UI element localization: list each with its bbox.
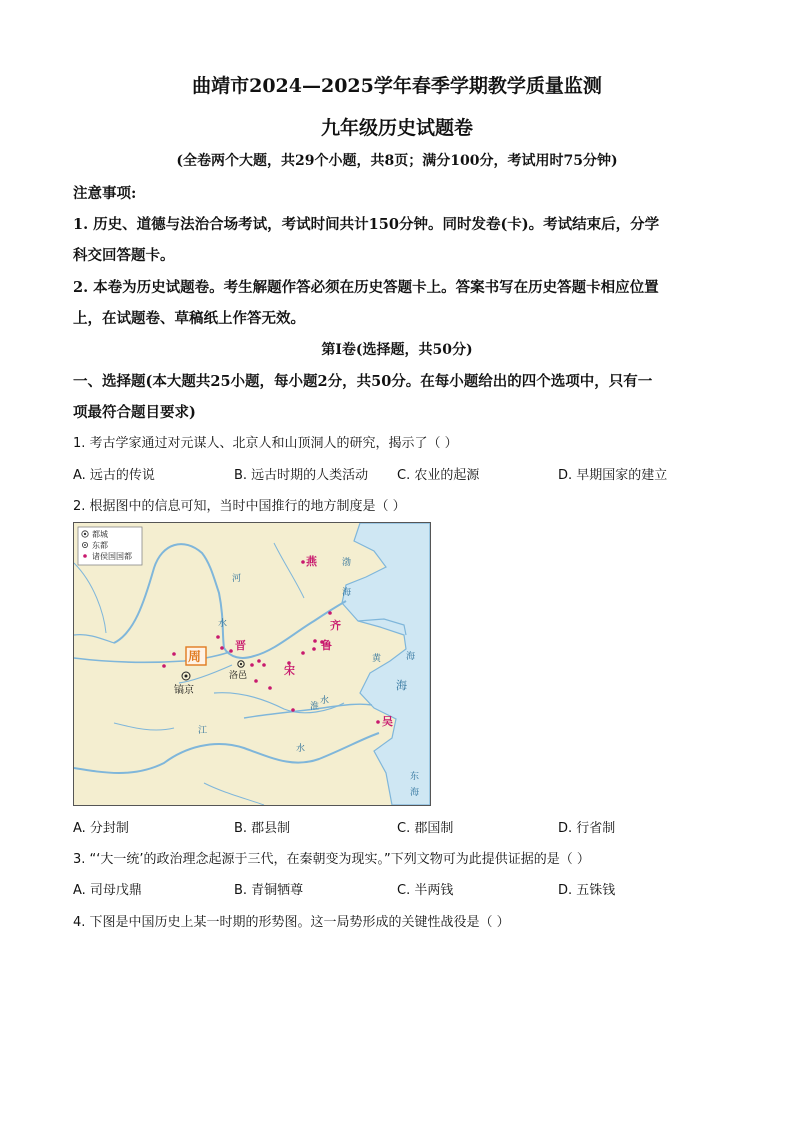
map-label-huang: 黄 [372, 654, 382, 664]
map-label-luoyi: 洛邑 [229, 671, 248, 681]
huai-river [244, 704, 372, 718]
map-label-jiang: 江 [198, 726, 208, 736]
notice-item-2-line-2: 上，在试题卷、草稿纸上作答无效。 [73, 310, 305, 327]
page-title: 曲靖市2024—2025学年春季学期教学质量监测 [192, 75, 602, 97]
question-1-option-a: A. 远古的传说 [73, 468, 155, 483]
question-2-option-a: A. 分封制 [73, 821, 129, 836]
map-label-wu: 吴 [382, 715, 393, 728]
part-1-instructions-line-1: 一、选择题(本大题共25小题，每小题2分，共50分。在每小题给出的四个选项中，只有一 [73, 373, 653, 390]
map-label-huai: 淮 [310, 702, 320, 712]
map-label-dong: 东 [410, 772, 420, 782]
question-4-stem: 4. 下图是中国历史上某一时期的形势图。这一局势形成的关键性战役是（ ） [73, 915, 510, 930]
notice-item-2-line-1: 2. 本卷为历史试题卷。考生解题作答必须在历史答题卡上。答案书写在历史答题卡相应位置 [73, 279, 659, 296]
notice-item-1-line-2: 科交回答题卡。 [73, 247, 175, 264]
question-1-stem: 1. 考古学家通过对元谋人、北京人和山顶洞人的研究，揭示了（ ） [73, 436, 458, 451]
question-1-option-d: D. 早期国家的建立 [558, 468, 668, 483]
map-label-shui-1: 水 [218, 619, 228, 629]
map-label-haojing: 镐京 [174, 685, 194, 696]
question-3-option-a: A. 司母戊鼎 [73, 883, 142, 898]
legend-label-vassal-capital: 诸侯国国都 [92, 552, 132, 561]
map-label-shui-3: 水 [320, 696, 330, 706]
map-label-song: 宋 [284, 664, 295, 677]
question-1-option-b: B. 远古时期的人类活动 [234, 468, 369, 483]
question-2-option-c: C. 郡国制 [397, 821, 454, 836]
question-3-stem: 3. “‘大一统’的政治理念起源于三代，在秦朝变为现实。”下列文物可为此提供证据的是（ ） [73, 852, 590, 867]
notice-item-1-line-1: 1. 历史、道德与法治合场考试，考试时间共计150分钟。同时发卷(卡)。考试结束后，分学 [73, 216, 660, 233]
exam-info: (全卷两个大题，共29个小题，共8页；满分100分，考试用时75分钟) [176, 153, 618, 169]
western-zhou-map [73, 522, 431, 806]
map-label-lu: 鲁 [321, 639, 332, 652]
map-label-hai-3: 海 [396, 679, 407, 692]
map-label-yan: 燕 [306, 555, 317, 568]
question-2-option-d: D. 行省制 [558, 821, 616, 836]
map-label-qi: 齐 [330, 619, 341, 632]
question-2-option-b: B. 郡县制 [234, 821, 291, 836]
map-label-he: 河 [232, 574, 242, 584]
legend-label-east-capital: 东都 [92, 541, 108, 550]
map-label-hai-2: 海 [406, 652, 416, 662]
map-label-hai-1: 海 [342, 588, 352, 598]
map-label-jin: 晋 [235, 639, 246, 652]
map-label-zhou: 周 [188, 650, 202, 665]
legend-label-capital: 都城 [92, 530, 108, 539]
notice-heading: 注意事项: [73, 185, 137, 202]
sea-area [342, 523, 430, 805]
question-3-option-b: B. 青铜牺尊 [234, 883, 304, 898]
map-label-bo: 渤 [342, 558, 352, 568]
section-title: 第Ⅰ卷(选择题，共50分) [321, 342, 473, 358]
question-3-option-c: C. 半两钱 [397, 883, 454, 898]
question-3-option-d: D. 五铢钱 [558, 883, 616, 898]
question-2-stem: 2. 根据图中的信息可知，当时中国推行的地方制度是（ ） [73, 499, 406, 514]
map-label-hai-4: 海 [410, 788, 420, 798]
yangtze-river [74, 733, 379, 773]
part-1-instructions-line-2: 项最符合题目要求) [73, 404, 196, 421]
page-subtitle: 九年级历史试题卷 [320, 117, 473, 139]
question-1-option-c: C. 农业的起源 [397, 468, 480, 483]
map-label-shui-2: 水 [296, 744, 306, 754]
